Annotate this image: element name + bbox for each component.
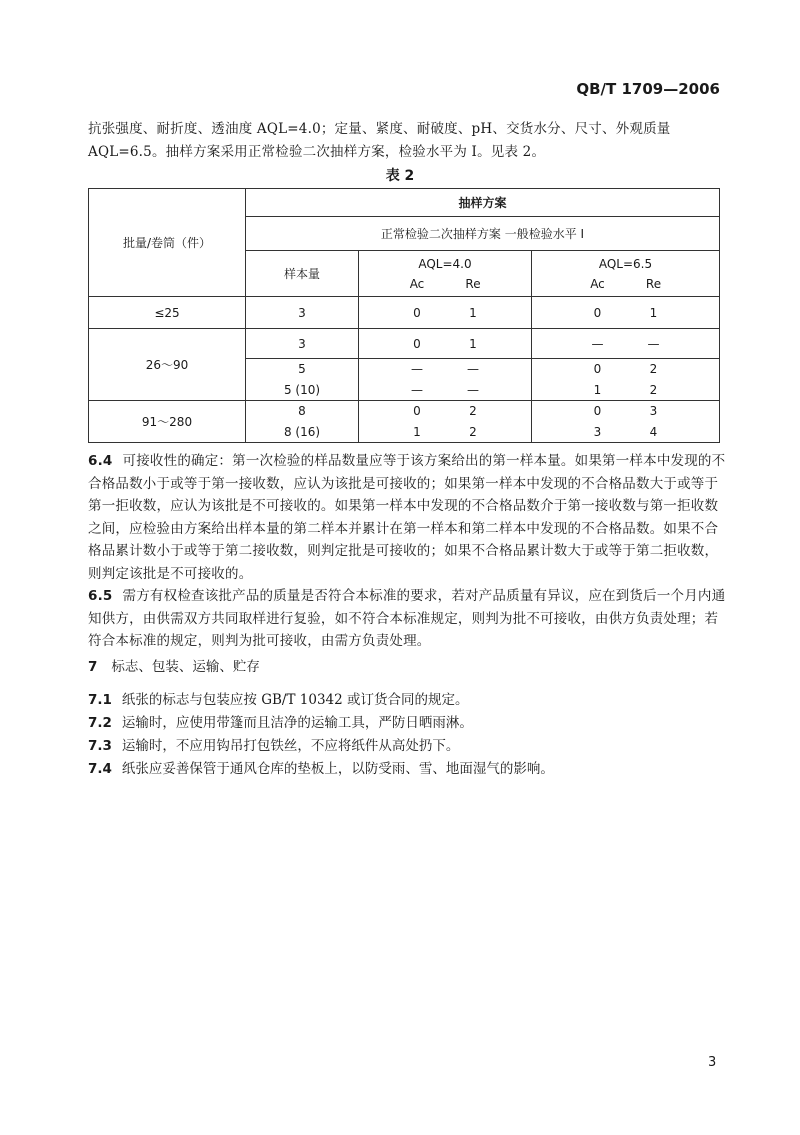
table-caption: 表 2 bbox=[385, 168, 415, 184]
aql-40-cell bbox=[359, 297, 532, 329]
ac-value: 3 bbox=[593, 424, 602, 439]
item-text: 运输时，应使用带篷而且洁净的运输工具，严防日晒雨淋。 bbox=[121, 715, 473, 731]
section-7-1 bbox=[88, 688, 469, 708]
section-7-4 bbox=[88, 757, 554, 777]
ac-label: Ac bbox=[590, 276, 605, 291]
aql-65-cell bbox=[532, 422, 720, 443]
ac-label: Ac bbox=[409, 276, 425, 291]
page-number: 3 bbox=[708, 1055, 717, 1070]
col-batch-header: 批量/卷筒（件） bbox=[89, 189, 246, 297]
aql-65-header bbox=[532, 251, 720, 297]
aql-40-header bbox=[359, 251, 532, 297]
aql-40-cell bbox=[359, 380, 532, 401]
re-value: 1 bbox=[469, 336, 477, 351]
item-number: 7.2 bbox=[88, 715, 112, 731]
section-number: 7 bbox=[88, 659, 98, 675]
ac-value: — bbox=[411, 382, 423, 397]
table-row bbox=[89, 401, 720, 422]
re-value: 2 bbox=[649, 362, 658, 377]
re-value: 1 bbox=[649, 305, 658, 320]
aql-65-label: AQL=6.5 bbox=[598, 256, 653, 271]
section-number: 6.5 bbox=[88, 588, 113, 604]
aql-40-cell bbox=[359, 422, 532, 443]
aql-40-cell bbox=[359, 401, 532, 422]
re-label: Re bbox=[645, 276, 662, 291]
section-text: 可接收性的确定：第一次检验的样品数量应等于该方案给出的第一样本量。如果第一样本中发现的不合格品数小于或等于第一接收数，应认为该批是可接收的；如果第一样本中发现的不合格品数大于或等于第一拒收数，应认为该批是不可接收的。如果第一样本中发现的不合格品数介于第一接收数与第一拒收数之间，应检验由方案给出样本量的第二样本并累计在第一样本和第二样本中发现的不合格品数。如果不合格品累计数小于或等于第二接收数，则判定批是可接收的；如果不合格品累计数大于或等于第二拒收数，则判定该批是不可接收的。 bbox=[88, 453, 726, 582]
aql-65-cell bbox=[532, 401, 720, 422]
batch-cell: 26～90 bbox=[89, 329, 246, 401]
section-title: 标志、包装、运输、贮存 bbox=[111, 659, 260, 675]
aql-65-cell bbox=[532, 359, 720, 380]
ac-value: — bbox=[591, 336, 604, 351]
ac-value: 1 bbox=[413, 424, 421, 439]
intro-paragraph: 抗张强度、耐折度、透油度 AQL=4.0；定量、紧度、耐破度、pH、交货水分、尺寸、外观质量 AQL=6.5。抽样方案采用正常检验二次抽样方案，检验水平为 I。见表 2。 bbox=[88, 121, 671, 160]
item-text: 运输时，不应用钩吊打包铁丝，不应将纸件从高处扔下。 bbox=[121, 738, 460, 754]
table-row bbox=[89, 297, 720, 329]
re-value: 1 bbox=[469, 305, 477, 320]
col-plan-header: 抽样方案 bbox=[246, 189, 720, 217]
ac-value: 0 bbox=[413, 336, 421, 351]
item-number: 7.3 bbox=[88, 738, 112, 754]
section-number: 6.4 bbox=[88, 453, 113, 469]
sample-cell: 3 bbox=[246, 329, 359, 359]
ac-value: 0 bbox=[413, 404, 421, 419]
sample-cell: 5 (10) bbox=[246, 380, 359, 401]
col-plan-subheader: 正常检验二次抽样方案 一般检验水平 I bbox=[246, 217, 720, 251]
batch-cell: 91～280 bbox=[89, 401, 246, 443]
re-label: Re bbox=[465, 276, 481, 291]
sampling-table bbox=[88, 188, 720, 443]
re-value: — bbox=[467, 362, 479, 377]
re-value: 3 bbox=[649, 404, 658, 419]
ac-value: 0 bbox=[593, 404, 602, 419]
sample-cell: 5 bbox=[246, 359, 359, 380]
item-number: 7.1 bbox=[88, 692, 112, 708]
section-6-4 bbox=[88, 450, 730, 585]
ac-value: 0 bbox=[593, 305, 602, 320]
aql-65-cell bbox=[532, 297, 720, 329]
section-7-heading bbox=[88, 655, 260, 675]
table-row bbox=[89, 329, 720, 359]
re-value: 2 bbox=[649, 382, 658, 397]
standard-code: QB/T 1709—2006 bbox=[576, 80, 720, 98]
aql-65-cell bbox=[532, 329, 720, 359]
col-sample-header: 样本量 bbox=[246, 251, 359, 297]
re-value: — bbox=[647, 336, 660, 351]
re-value: — bbox=[467, 382, 479, 397]
ac-value: 1 bbox=[593, 382, 602, 397]
re-value: 2 bbox=[469, 404, 477, 419]
ac-value: 0 bbox=[413, 305, 421, 320]
section-7-3 bbox=[88, 734, 459, 754]
aql-40-cell bbox=[359, 329, 532, 359]
item-number: 7.4 bbox=[88, 761, 112, 777]
aql-40-label: AQL=4.0 bbox=[418, 256, 472, 271]
re-value: 2 bbox=[469, 424, 477, 439]
ac-value: — bbox=[411, 362, 423, 377]
aql-65-cell bbox=[532, 380, 720, 401]
sample-cell: 8 bbox=[246, 401, 359, 422]
ac-value: 0 bbox=[593, 362, 602, 377]
section-6-5 bbox=[88, 585, 730, 653]
section-7-2 bbox=[88, 711, 473, 731]
item-text: 纸张的标志与包装应按 GB/T 10342 或订货合同的规定。 bbox=[121, 692, 469, 708]
sample-cell: 3 bbox=[246, 297, 359, 329]
batch-cell: ≤25 bbox=[89, 297, 246, 329]
item-text: 纸张应妥善保管于通风仓库的垫板上，以防受雨、雪、地面湿气的影响。 bbox=[121, 761, 554, 777]
re-value: 4 bbox=[649, 424, 658, 439]
sample-cell: 8 (16) bbox=[246, 422, 359, 443]
section-text: 需方有权检查该批产品的质量是否符合本标准的要求，若对产品质量有异议，应在到货后一个月内通知供方，由供需双方共同取样进行复验，如不符合本标准规定，则判为批不可接收，由供方负责处理；若符合本标准的规定，则判为批可接收，由需方负责处理。 bbox=[88, 588, 726, 649]
aql-40-cell bbox=[359, 359, 532, 380]
